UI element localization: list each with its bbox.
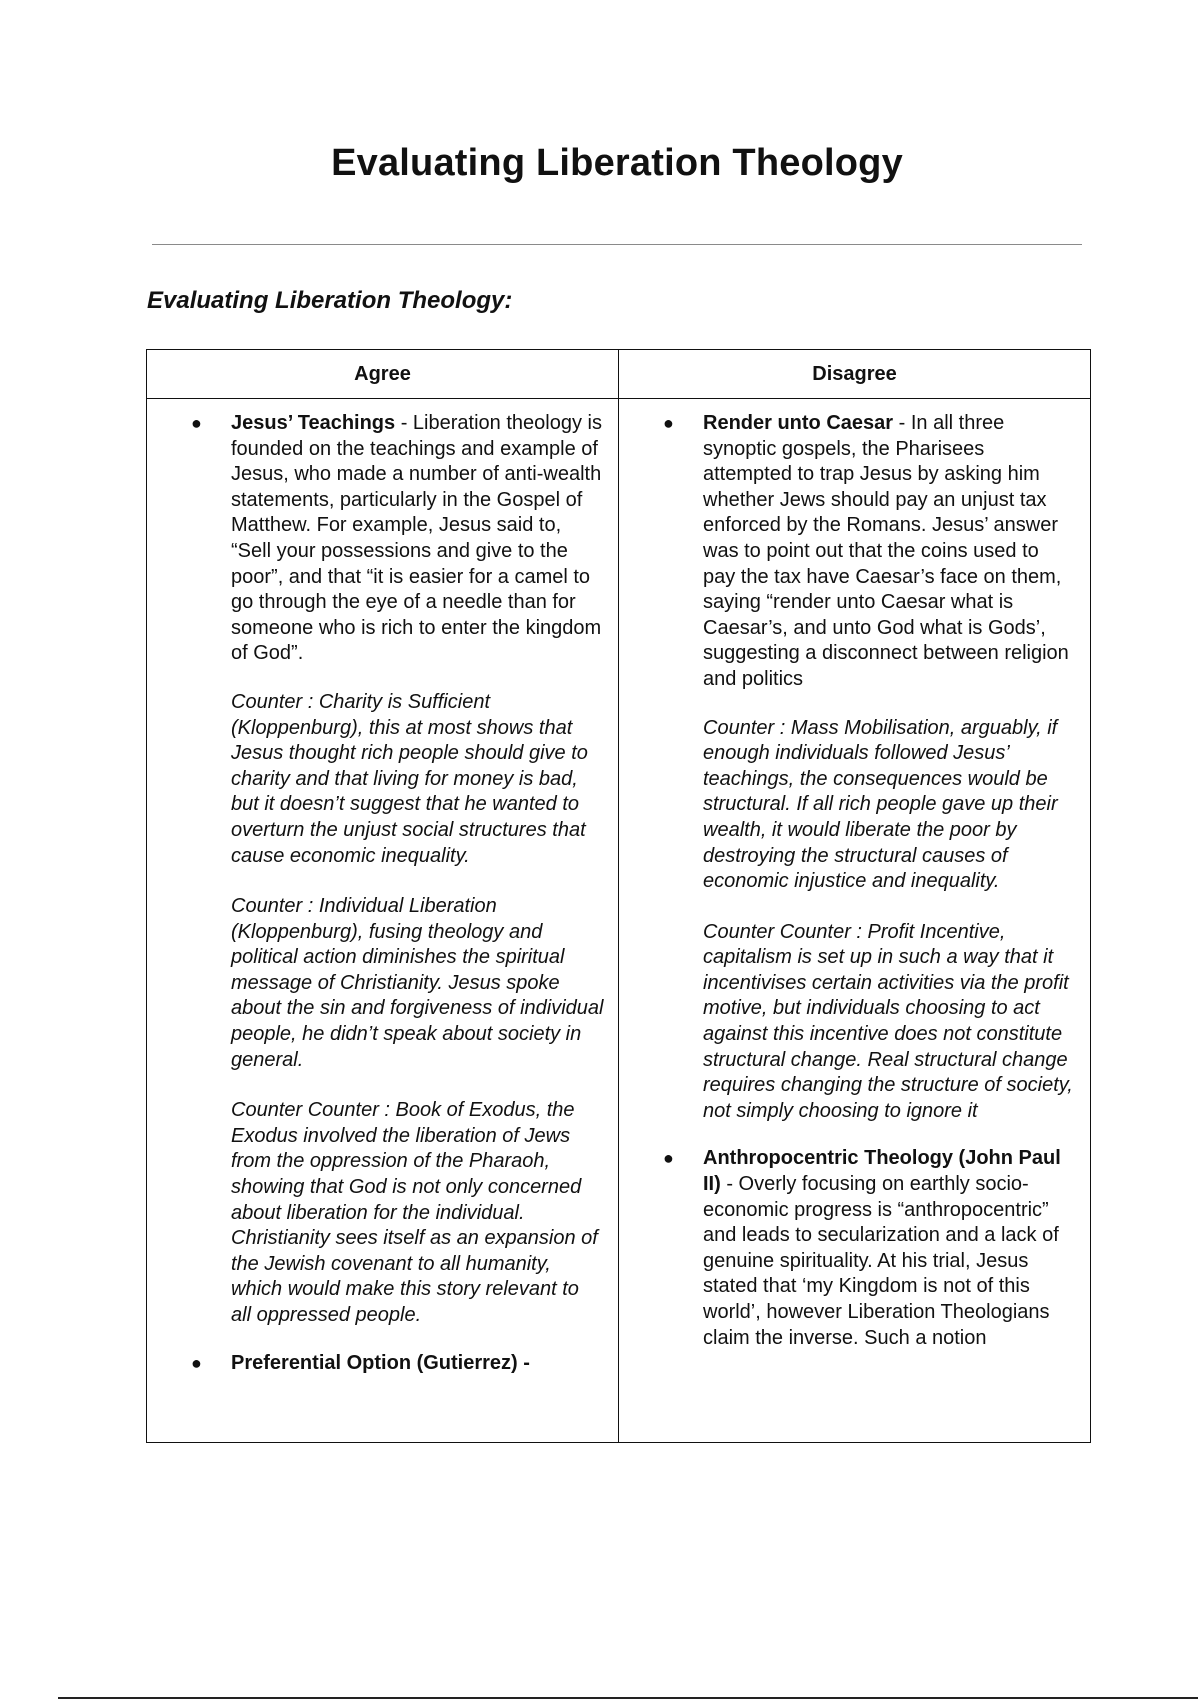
bullet-icon: ● xyxy=(191,413,202,433)
disagree-counter-1: Counter : Mass Mobilisation, arguably, if enough individuals followed Jesus’ teachings, the consequences would be structural. If all rich people gave up their wealth, it would liberate the poor by destroying the structural causes of economic injustice and inequality. xyxy=(703,716,1058,893)
agree-counter-3: Counter Counter : Book of Exodus, the Exodus involved the liberation of Jews from the oppression of the Pharaoh, showing that God is not only concerned about liberation for the individual. Christianity sees itself as an expansion of the Jewish covenant to all humanity, which would make this story relevant to all oppressed people. xyxy=(231,1099,598,1326)
title-divider xyxy=(152,244,1082,245)
point-body: - xyxy=(517,1351,530,1374)
agree-point-preferential-option xyxy=(191,1351,604,1377)
bullet-icon: ● xyxy=(663,1148,674,1169)
page-bottom-rule xyxy=(58,1697,1198,1699)
point-body: - In all three synoptic gospels, the Pharisees attempted to trap Jesus by asking him whether Jews should pay an unjust tax enforced by the Romans. Jesus’ answer was to point out that the coins used to pay the tax have Caesar’s face on them, saying “render unto Caesar what is Caesar’s, and unto God what is Gods’, suggesting a disconnect between religion and politics xyxy=(703,412,1069,690)
disagree-column xyxy=(619,399,1091,1443)
point-title: Anthropocentric Theology (John Paul II) xyxy=(703,1147,1061,1196)
point-title: Preferential Option (Gutierrez) xyxy=(231,1351,518,1374)
agree-point-jesus-teachings xyxy=(191,411,604,667)
disagree-counter-2: Counter Counter : Profit Incentive, capitalism is set up in such a way that it incentivises certain activities via the profit motive, but individuals choosing to act against this incentive does not constitute structural change. Real structural change requires changing the structure of society, not simply choosing to ignore it xyxy=(703,920,1073,1122)
bullet-icon: ● xyxy=(191,1352,202,1373)
document-title: Evaluating Liberation Theology xyxy=(331,142,903,184)
section-heading: Evaluating Liberation Theology: xyxy=(147,287,513,314)
table-body-row xyxy=(147,399,1091,1443)
evaluation-table xyxy=(146,349,1091,1443)
bullet-icon: ● xyxy=(663,413,674,433)
agree-counter-1: Counter : Charity is Sufficient (Kloppenburg), this at most shows that Jesus thought rich people should give to charity and that living for money is bad, but it doesn’t suggest that he wanted to overturn the unjust social structures that cause economic inequality. xyxy=(231,690,588,867)
table-header-row xyxy=(147,350,1091,399)
disagree-point-anthropocentric-theology xyxy=(663,1146,1076,1351)
agree-column-header: Agree xyxy=(147,350,619,399)
point-body: - Overly focusing on earthly socio-economic progress is “anthropocentric” and leads to secularization and a lack of genuine spirituality. At his trial, Jesus stated that ‘my Kingdom is not of this world’, however Liberation Theologians claim the inverse. Such a notion xyxy=(703,1173,1059,1349)
point-title: Jesus’ Teachings xyxy=(231,412,396,434)
disagree-point-render-unto-caesar xyxy=(663,411,1076,693)
agree-column xyxy=(147,399,619,1443)
point-body: - Liberation theology is founded on the teachings and example of Jesus, who made a number of anti-wealth statements, particularly in the Gospel of Matthew. For example, Jesus said to, “Sell your possessions and give to the poor”, and that “it is easier for a camel to go through the eye of a needle than for someone who is rich to enter the kingdom of God”. xyxy=(231,412,602,665)
point-title: Render unto Caesar xyxy=(703,412,894,434)
disagree-column-header: Disagree xyxy=(619,350,1091,399)
agree-counter-2: Counter : Individual Liberation (Kloppenburg), fusing theology and political action diminishes the spiritual message of Christianity. Jesus spoke about the sin and forgiveness of individual people, he didn’t speak about society in general. xyxy=(231,895,604,1071)
